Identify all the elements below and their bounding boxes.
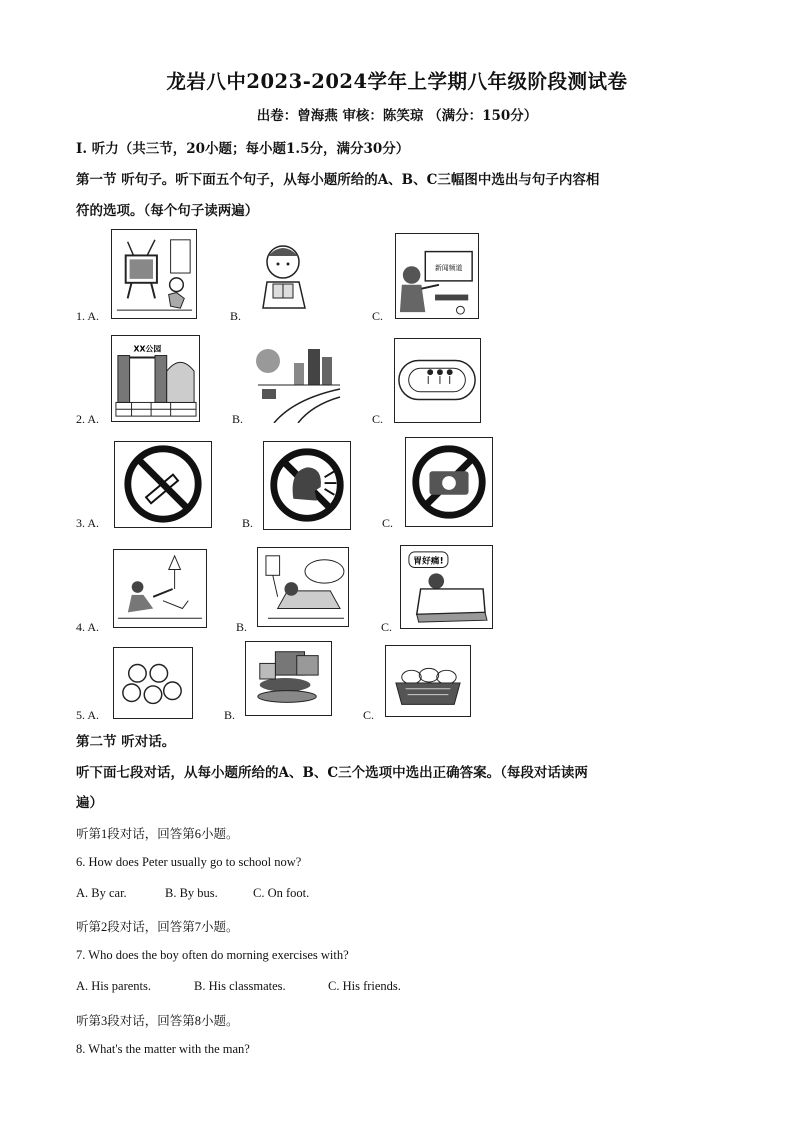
pain-bubble-text: 胃好痛!	[413, 556, 444, 567]
q4-picture-a	[113, 549, 207, 628]
q7-option-c: C. His friends.	[328, 979, 401, 993]
q6-option-b: B. By bus.	[165, 886, 218, 900]
q4-picture-c	[400, 545, 493, 629]
q2-option-b-label: B.	[232, 412, 244, 426]
section2-instruction-cont: 遍）	[76, 795, 103, 811]
dialogue-1-intro: 听第1段对话，回答第6小题。	[76, 827, 239, 841]
q4-option-c-label: C.	[381, 620, 393, 634]
section2-heading: 第二节 听对话。	[76, 734, 176, 750]
q2-picture-a	[111, 335, 200, 422]
section1-instruction-cont: 符的选项。（每个句子读两遍）	[76, 203, 259, 219]
q1-picture-c	[395, 233, 479, 319]
q4-option-a-label: 4. A.	[76, 620, 100, 634]
q3-picture-c	[405, 437, 493, 527]
q6-option-a: A. By car.	[76, 886, 127, 900]
q1-picture-b	[251, 238, 320, 314]
q5-option-a-label: 5. A.	[76, 708, 100, 722]
q4-picture-b	[257, 547, 349, 627]
q3-option-b-label: B.	[242, 516, 254, 530]
screen-text: 新闻频道	[435, 264, 463, 273]
q2-picture-c	[394, 338, 481, 423]
question-8: 8. What's the matter with the man?	[76, 1042, 250, 1056]
dialogue-2-intro: 听第2段对话，回答第7小题。	[76, 920, 239, 934]
question-7: 7. Who does the boy often do morning exercises with?	[76, 948, 349, 962]
q7-option-b: B. His classmates.	[194, 979, 286, 993]
q4-option-b-label: B.	[236, 620, 248, 634]
page-title: 龙岩八中2023-2024学年上学期八年级阶段测试卷	[166, 70, 628, 93]
q3-option-a-label: 3. A.	[76, 516, 100, 530]
q1-option-a-label: 1. A.	[76, 309, 100, 323]
q5-picture-b	[245, 641, 332, 716]
part-heading: I. 听力（共三节，20小题；每小题1.5分，满分30分）	[76, 141, 410, 157]
q5-picture-c	[385, 645, 471, 717]
exam-info: 出卷：曾海燕 审核：陈笑琼 （满分：150分）	[256, 108, 538, 124]
q2-option-c-label: C.	[372, 412, 384, 426]
q2-option-a-label: 2. A.	[76, 412, 100, 426]
section2-instruction: 听下面七段对话，从每小题所给的A、B、C三个选项中选出正确答案。（每段对话读两	[76, 765, 588, 781]
park-sign-text: XX公园	[133, 344, 162, 354]
q1-option-b-label: B.	[230, 309, 242, 323]
q1-option-c-label: C.	[372, 309, 384, 323]
q7-option-a: A. His parents.	[76, 979, 151, 993]
q3-picture-b	[263, 441, 351, 530]
q5-option-c-label: C.	[363, 708, 375, 722]
section1-instruction: 第一节 听句子。听下面五个句子，从每小题所给的A、B、C三幅图中选出与句子内容相	[76, 172, 600, 188]
q6-option-c: C. On foot.	[253, 886, 310, 900]
q1-picture-a	[111, 229, 197, 319]
q2-picture-b	[254, 339, 344, 423]
q3-picture-a	[114, 441, 212, 528]
q5-picture-a	[113, 647, 193, 719]
q5-option-b-label: B.	[224, 708, 236, 722]
dialogue-3-intro: 听第3段对话，回答第8小题。	[76, 1014, 239, 1028]
question-6: 6. How does Peter usually go to school now?	[76, 855, 302, 869]
q3-option-c-label: C.	[382, 516, 394, 530]
